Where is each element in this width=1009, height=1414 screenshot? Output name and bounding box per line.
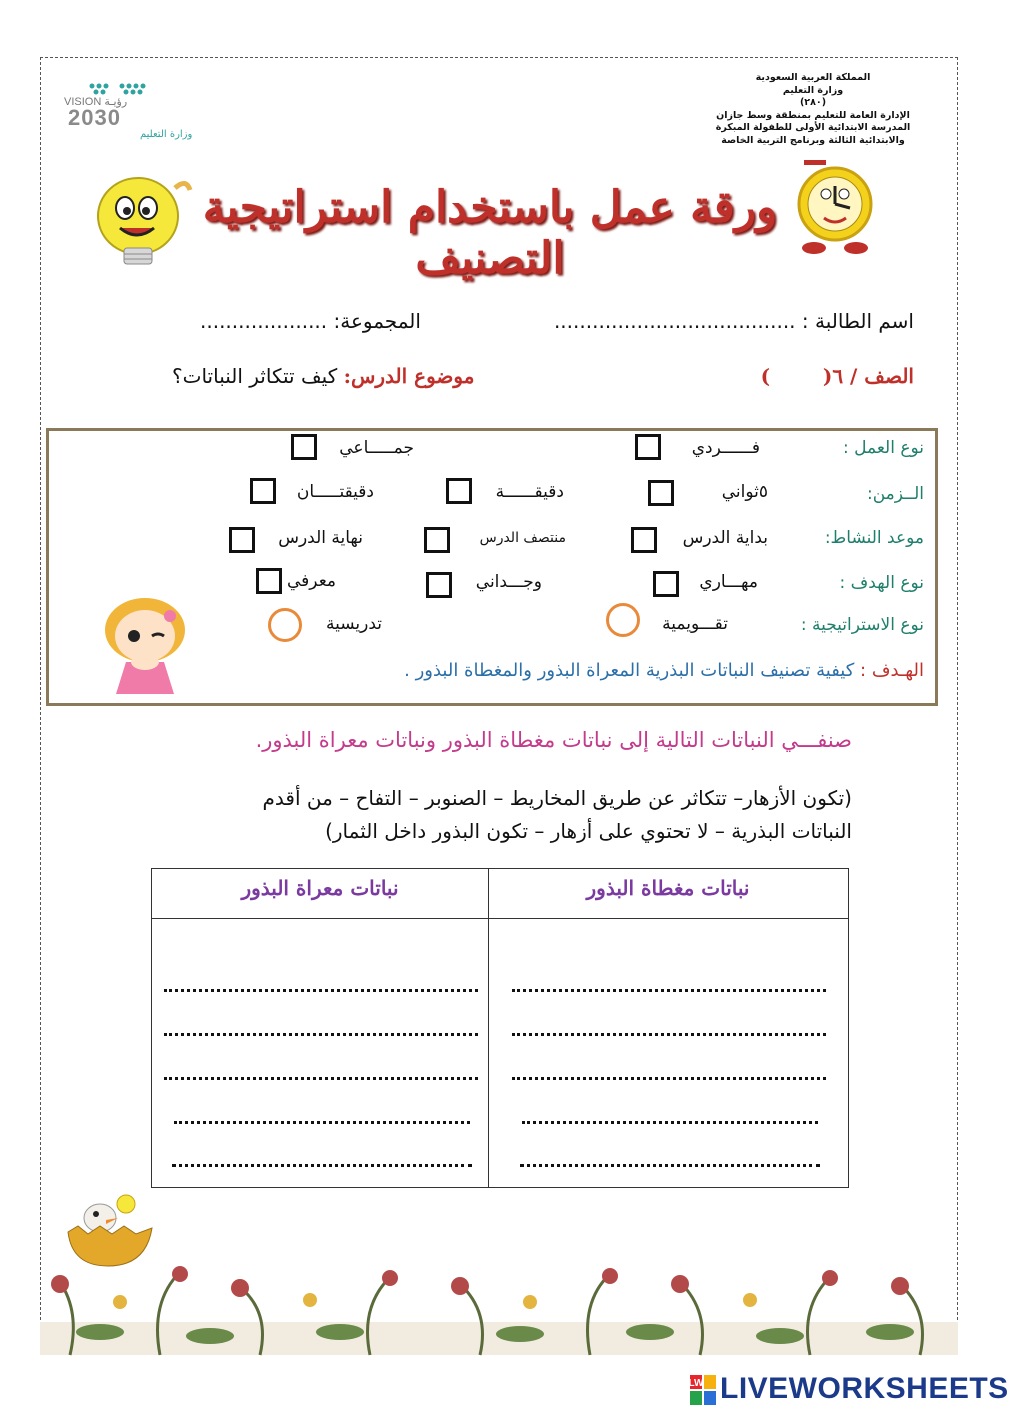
time-label: الــزمن: xyxy=(866,484,924,504)
time-two-minutes-label: دقيقتـــــان xyxy=(296,482,374,502)
goal-type-skill-checkbox[interactable] xyxy=(653,571,679,597)
task-items-line: النباتات البذرية – لا تحتوي على أزهار – تكون البذور داخل الثمار) xyxy=(325,819,852,843)
work-type-label: نوع العمل : xyxy=(843,438,924,458)
table-header-rule xyxy=(151,918,849,919)
group-field xyxy=(200,309,421,333)
answer-line-gymnosperms[interactable] xyxy=(172,1164,472,1167)
girl-cartoon xyxy=(92,596,198,700)
activity-end-checkbox[interactable] xyxy=(229,527,255,553)
activity-start-label: بداية الدرس xyxy=(682,528,768,548)
time-minute-label: دقيقــــــة xyxy=(495,482,564,502)
time-5sec-label: ٥ثواني xyxy=(721,482,768,502)
strategy-evaluative-radio[interactable] xyxy=(606,603,640,637)
lesson-value: كيف تتكاثر النباتات؟ xyxy=(172,364,338,388)
class-close: ) xyxy=(760,364,771,388)
chick-egg-cartoon xyxy=(60,1188,164,1270)
ministry-line: المملكة العربية السعودية xyxy=(755,72,871,83)
answer-line-angiosperms[interactable] xyxy=(512,989,826,992)
activity-timing-label: موعد النشاط: xyxy=(824,528,924,548)
strategy-teaching-label: تدريسية xyxy=(325,614,382,634)
goal-type-affective-checkbox[interactable] xyxy=(426,572,452,598)
strategy-teaching-radio[interactable] xyxy=(268,608,302,642)
goal-type-cognitive-checkbox[interactable] xyxy=(256,568,282,594)
answer-line-angiosperms[interactable] xyxy=(522,1121,818,1124)
class-label: الصف / ٦( xyxy=(822,364,914,388)
time-minute-checkbox[interactable] xyxy=(446,478,472,504)
student-name-blank[interactable]: ...................................... xyxy=(553,309,796,333)
time-5sec-checkbox[interactable] xyxy=(648,480,674,506)
task-items-line: (تكون الأزهار– تتكاثر عن طريق المخاريط – الصنوبر – التفاح – من أقدم xyxy=(262,786,852,810)
answer-line-gymnosperms[interactable] xyxy=(174,1121,470,1124)
strategy-type-label: نوع الاستراتيجية : xyxy=(800,615,924,635)
activity-start-checkbox[interactable] xyxy=(631,527,657,553)
ministry-line: (٢٨٠) xyxy=(799,97,827,108)
activity-end-label: نهاية الدرس xyxy=(278,528,363,548)
ministry-line: والابتدائية الثالثة وبرنامج التربية الخاصة xyxy=(721,134,905,146)
ministry-line: المدرسة الابتدائية الأولى للطفولة المبكرة xyxy=(715,122,911,133)
table-header-angiosperms: نباتات مغطاة البذور xyxy=(586,876,750,900)
task-instruction: صنفـــي النباتات التالية إلى نباتات مغطاة البذور ونباتات معراة البذور. xyxy=(255,728,852,752)
answer-line-gymnosperms[interactable] xyxy=(164,1077,478,1080)
vision-ministry-text: وزارة التعليم xyxy=(140,129,193,140)
goal-statement xyxy=(404,660,924,681)
work-type-group-label: جمـــــاعي xyxy=(339,438,414,458)
lesson-field xyxy=(172,364,474,388)
ministry-header xyxy=(683,72,943,147)
work-type-group-checkbox[interactable] xyxy=(291,434,317,460)
answer-line-angiosperms[interactable] xyxy=(512,1033,826,1036)
goal-label: الهـدف : xyxy=(860,660,924,681)
answer-line-angiosperms[interactable] xyxy=(520,1164,820,1167)
activity-middle-checkbox[interactable] xyxy=(424,527,450,553)
answer-line-gymnosperms[interactable] xyxy=(164,989,478,992)
ministry-line: وزارة التعليم xyxy=(782,84,844,96)
answer-line-gymnosperms[interactable] xyxy=(164,1033,478,1036)
liveworksheets-mark-text: LW xyxy=(688,1378,704,1389)
answer-line-angiosperms[interactable] xyxy=(512,1077,826,1080)
table-divider xyxy=(488,868,489,1188)
goal-type-affective-label: وجـــداني xyxy=(475,572,542,592)
task-items xyxy=(192,782,852,848)
student-name-label: اسم الطالبة : xyxy=(801,309,914,333)
ministry-line: الإدارة العامة للتعليم بمنطقة وسط جازان xyxy=(716,109,910,121)
work-type-individual-checkbox[interactable] xyxy=(635,434,661,460)
vision-2030-logo xyxy=(62,80,193,140)
strategy-evaluative-label: تقـــويمية xyxy=(662,614,728,634)
lesson-label: موضوع الدرس: xyxy=(343,364,475,388)
vision-brand-text: VISION رؤيـة xyxy=(64,96,128,108)
liveworksheets-logo xyxy=(688,1372,1009,1408)
worksheet-title: ورقة عمل باستخدام استراتيجية التصنيف xyxy=(202,182,778,284)
light-bulb-cartoon xyxy=(80,168,200,273)
clock-cartoon xyxy=(790,158,880,256)
time-two-minutes-checkbox[interactable] xyxy=(250,478,276,504)
group-label: المجموعة: xyxy=(333,309,421,333)
goal-text: كيفية تصنيف النباتات البذرية المعراة البذور والمغطاة البذور . xyxy=(404,660,855,681)
liveworksheets-mark-icon xyxy=(690,1375,716,1405)
goal-type-cognitive-label: معرفي xyxy=(287,571,336,591)
goal-type-label: نوع الهدف : xyxy=(839,573,924,593)
flower-border-decoration xyxy=(40,1262,958,1355)
goal-type-skill-label: مهـــاري xyxy=(699,572,758,592)
liveworksheets-brand-text: LIVEWORKSHEETS xyxy=(720,1372,1009,1405)
activity-middle-label: منتصف الدرس xyxy=(479,530,566,546)
student-name-field xyxy=(554,309,914,333)
work-type-individual-label: فــــــردي xyxy=(691,438,760,458)
vision-year-text: 2030 xyxy=(68,105,121,130)
class-field xyxy=(761,364,914,388)
classification-table xyxy=(151,868,849,1188)
table-header-gymnosperms: نباتات معراة البذور xyxy=(241,876,399,900)
group-blank[interactable]: .................... xyxy=(200,309,328,333)
